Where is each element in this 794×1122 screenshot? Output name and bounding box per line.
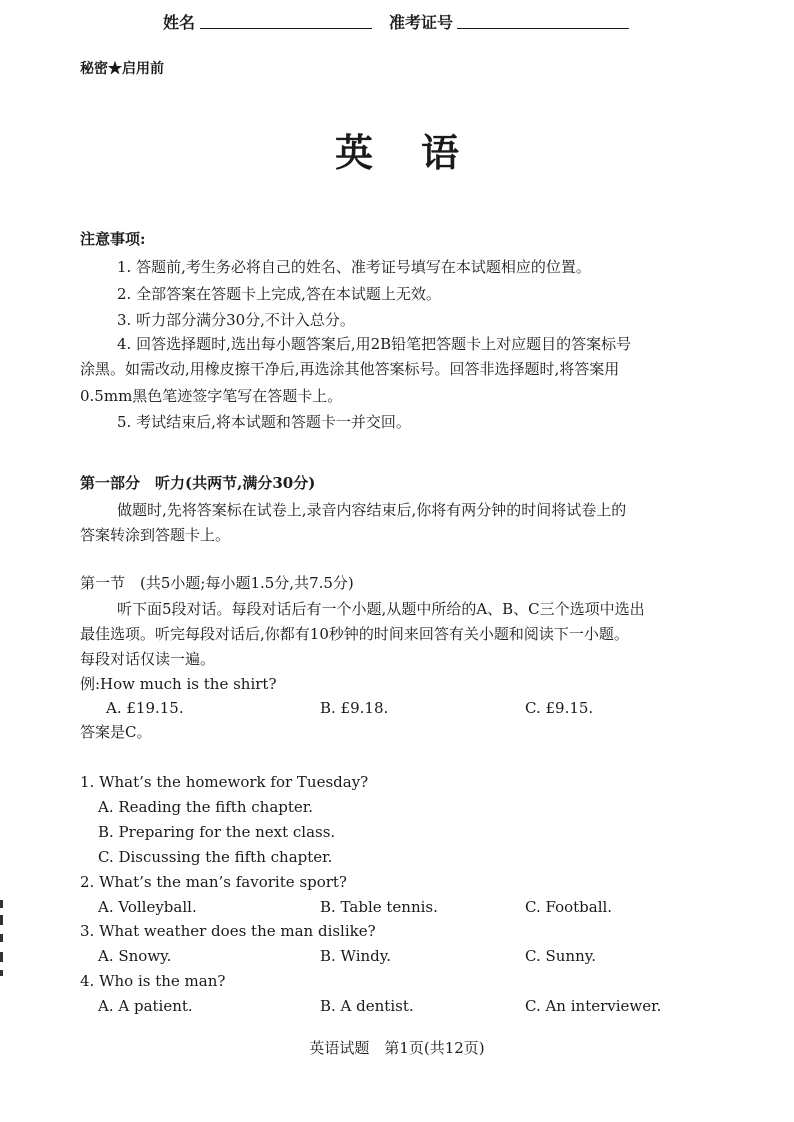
question-2: 2. What’s the man’s favorite sport? bbox=[80, 873, 347, 891]
question-1-option-a: A. Reading the fifth chapter. bbox=[98, 798, 314, 816]
scan-edge-mark bbox=[0, 952, 3, 962]
question-3-option-c: C. Sunny. bbox=[525, 947, 596, 965]
section1-heading: 第一节 (共5小题;每小题1.5分,共7.5分) bbox=[80, 574, 354, 592]
part1-intro-line: 做题时,先将答案标在试卷上,录音内容结束后,你将有两分钟的时间将试卷上的 bbox=[117, 501, 627, 519]
note-item: 1. 答题前,考生务必将自己的姓名、准考证号填写在本试题相应的位置。 bbox=[117, 258, 591, 276]
note-item: 4. 回答选择题时,选出每小题答案后,用2B铅笔把答题卡上对应题目的答案标号 bbox=[117, 335, 632, 353]
question-2-option-b: B. Table tennis. bbox=[320, 898, 438, 916]
note-item: 5. 考试结束后,将本试题和答题卡一并交回。 bbox=[117, 413, 411, 431]
section1-intro-line: 每段对话仅读一遍。 bbox=[80, 650, 216, 668]
example-question: 例:How much is the shirt? bbox=[80, 675, 277, 693]
name-field[interactable] bbox=[200, 28, 372, 29]
scan-edge-mark bbox=[0, 934, 3, 942]
example-answer: 答案是C。 bbox=[80, 723, 152, 741]
note-item: 3. 听力部分满分30分,不计入总分。 bbox=[117, 311, 355, 329]
question-1: 1. What’s the homework for Tuesday? bbox=[80, 773, 369, 791]
page-title: 英语 bbox=[334, 130, 507, 175]
exam-number-field[interactable] bbox=[457, 28, 629, 29]
page-footer: 英语试题 第1页(共12页) bbox=[309, 1039, 485, 1057]
question-3-option-a: A. Snowy. bbox=[98, 947, 172, 965]
example-option-b: B. £9.18. bbox=[320, 699, 389, 717]
example-option-a: A. £19.15. bbox=[106, 699, 184, 717]
scan-edge-mark bbox=[0, 915, 3, 925]
name-label: 姓名 bbox=[163, 13, 196, 32]
example-option-c: C. £9.15. bbox=[525, 699, 594, 717]
question-2-option-c: C. Football. bbox=[525, 898, 613, 916]
scan-edge-mark bbox=[0, 970, 3, 976]
question-4-option-a: A. A patient. bbox=[98, 997, 193, 1015]
question-2-option-a: A. Volleyball. bbox=[98, 898, 197, 916]
section1-intro-line: 听下面5段对话。每段对话后有一个小题,从题中所给的A、B、C三个选项中选出 bbox=[117, 600, 645, 618]
notes-heading: 注意事项: bbox=[80, 230, 146, 248]
question-4-option-b: B. A dentist. bbox=[320, 997, 414, 1015]
question-1-option-c: C. Discussing the fifth chapter. bbox=[98, 848, 333, 866]
question-3: 3. What weather does the man dislike? bbox=[80, 922, 376, 940]
question-4: 4. Who is the man? bbox=[80, 972, 226, 990]
note-item: 0.5mm黑色笔迹签字笔写在答题卡上。 bbox=[80, 387, 343, 405]
note-item: 涂黑。如需改动,用橡皮擦干净后,再选涂其他答案标号。回答非选择题时,将答案用 bbox=[80, 360, 620, 378]
part1-intro-line: 答案转涂到答题卡上。 bbox=[80, 526, 231, 544]
note-item: 2. 全部答案在答题卡上完成,答在本试题上无效。 bbox=[117, 285, 441, 303]
part1-heading: 第一部分 听力(共两节,满分30分) bbox=[80, 474, 316, 492]
question-4-option-c: C. An interviewer. bbox=[525, 997, 662, 1015]
question-3-option-b: B. Windy. bbox=[320, 947, 392, 965]
exam-number-label: 准考证号 bbox=[389, 13, 454, 32]
question-1-option-b: B. Preparing for the next class. bbox=[98, 823, 336, 841]
confidential-mark: 秘密★启用前 bbox=[80, 61, 164, 77]
scan-edge-mark bbox=[0, 900, 3, 908]
section1-intro-line: 最佳选项。听完每段对话后,你都有10秒钟的时间来回答有关小题和阅读下一小题。 bbox=[80, 625, 629, 643]
